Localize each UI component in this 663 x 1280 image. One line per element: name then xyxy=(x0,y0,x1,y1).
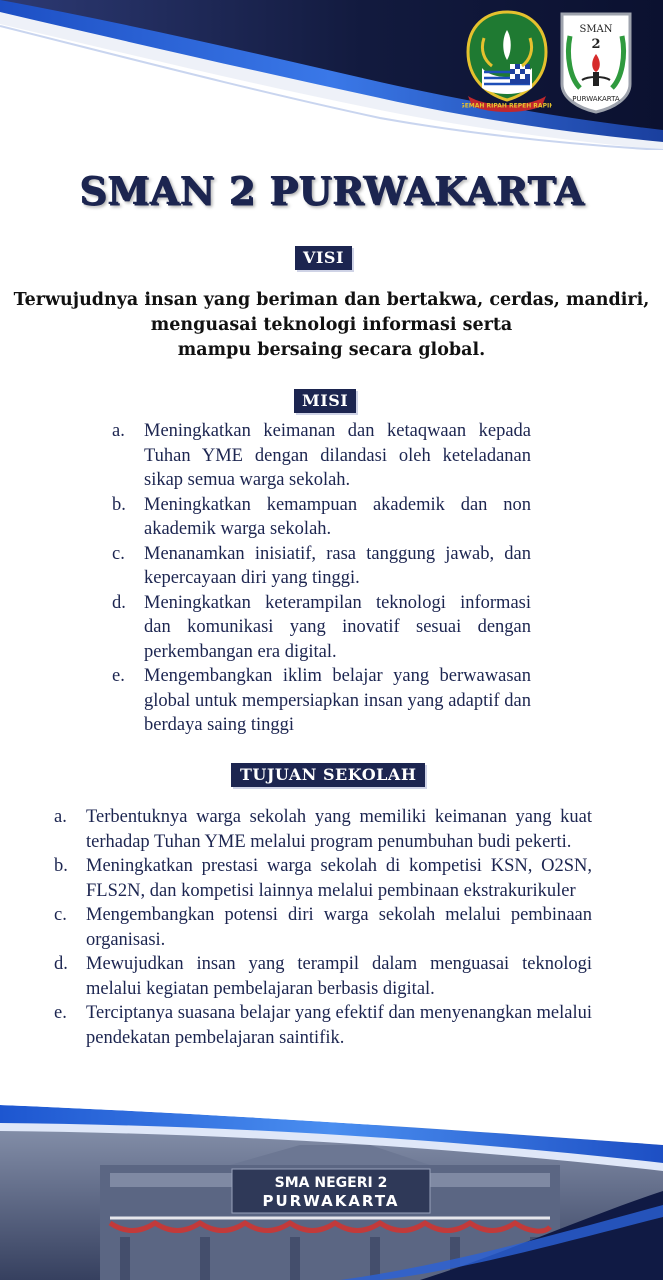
misi-item-text: Mengembangkan iklim belajar yang berwawasan global untuk mempersiapkan insan yang adaptif dan berdaya saing tinggi xyxy=(144,666,531,735)
sman2-logo xyxy=(556,8,636,114)
tujuan-list xyxy=(54,805,592,1050)
tujuan-label: TUJUAN SEKOLAH xyxy=(231,763,425,787)
tujuan-item-text: Meningkatkan prestasi warga sekolah di kompetisi KSN, O2SN, FLS2N, dan kompetisi lainnya melalui pembinaan ekstrakurikuler xyxy=(86,856,592,901)
jabar-motto: GEMAH RIPAH REPEH RAPIH xyxy=(462,102,552,110)
tujuan-item-letter: e. xyxy=(54,1003,67,1023)
misi-item-letter: b. xyxy=(112,494,126,515)
sman2-logo-number: 2 xyxy=(591,37,601,52)
visi-label: VISI xyxy=(295,246,352,270)
tujuan-item-text: Terciptanya suasana belajar yang efektif dan menyenangkan melalui pendekatan pembelajaran saintifik. xyxy=(86,1003,592,1048)
visi-line: mampu bersaing secara global. xyxy=(177,340,486,360)
visi-statement xyxy=(0,288,663,363)
jawa-barat-logo xyxy=(462,8,552,116)
tujuan-item-letter: d. xyxy=(54,954,68,974)
misi-item-text: Meningkatkan kemampuan akademik dan non akademik warga sekolah. xyxy=(144,494,531,539)
misi-item-letter: a. xyxy=(112,421,125,441)
misi-item-letter: d. xyxy=(112,592,126,613)
footer-building-banner xyxy=(0,1105,663,1280)
misi-item xyxy=(112,419,531,493)
misi-item xyxy=(112,493,531,542)
misi-item xyxy=(112,591,531,665)
building-sign-line2: PURWAKARTA xyxy=(262,1192,400,1210)
tujuan-item xyxy=(54,903,592,952)
tujuan-item-text: Mewujudkan insan yang terampil dalam menguasai teknologi melalui kegiatan pembelajaran berbasis digital. xyxy=(86,954,592,999)
tujuan-item xyxy=(54,952,592,1001)
sman2-logo-bottom: PURWAKARTA xyxy=(572,95,620,103)
sman2-logo-top: SMAN xyxy=(579,24,613,35)
tujuan-item-letter: c. xyxy=(54,905,67,925)
tujuan-item xyxy=(54,805,592,854)
misi-list xyxy=(112,419,531,738)
visi-line: menguasai teknologi informasi serta xyxy=(150,315,513,335)
tujuan-item-letter: b. xyxy=(54,856,68,876)
misi-item-text: Meningkatkan keterampilan teknologi informasi dan komunikasi yang inovatif sesuai dengan perkembangan era digital. xyxy=(144,592,531,662)
misi-item-text: Menanamkan inisiatif, rasa tanggung jawab, dan kepercayaan diri yang tinggi. xyxy=(144,543,531,588)
tujuan-item xyxy=(54,1001,592,1050)
misi-item-letter: c. xyxy=(112,543,125,564)
school-title: SMAN 2 PURWAKARTA xyxy=(79,168,584,213)
misi-item xyxy=(112,542,531,591)
visi-line: Terwujudnya insan yang beriman dan bertakwa, cerdas, mandiri, xyxy=(13,290,650,310)
tujuan-item xyxy=(54,854,592,903)
tujuan-item-letter: a. xyxy=(54,807,67,827)
misi-item xyxy=(112,664,531,738)
tujuan-item-text: Terbentuknya warga sekolah yang memiliki keimanan yang kuat terhadap Tuhan YME melalui program penumbuhan budi pekerti. xyxy=(86,807,592,852)
misi-label: MISI xyxy=(294,389,356,413)
misi-item-text: Meningkatkan keimanan dan ketaqwaan kepada Tuhan YME dengan dilandasi oleh keteladanan sikap semua warga sekolah. xyxy=(144,421,531,490)
building-sign-line1: SMA NEGERI 2 xyxy=(274,1175,388,1191)
tujuan-item-text: Mengembangkan potensi diri warga sekolah melalui pembinaan organisasi. xyxy=(86,905,592,950)
misi-item-letter: e. xyxy=(112,666,125,686)
